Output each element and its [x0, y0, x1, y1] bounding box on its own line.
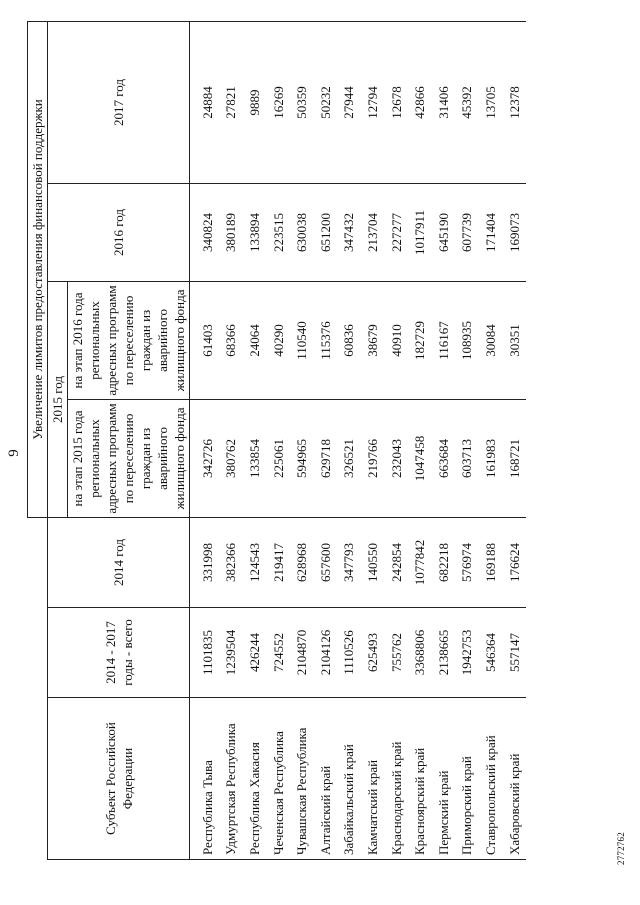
col-header-2014: 2014 год — [48, 517, 190, 607]
cell-y2017: 16269 — [267, 21, 291, 183]
cell-total: 546364 — [479, 608, 503, 698]
cell-y2016: 607739 — [456, 183, 480, 281]
cell-total: 2104870 — [290, 608, 314, 698]
cell-y2016: 645190 — [432, 183, 456, 281]
cell-y2017: 12794 — [361, 21, 385, 183]
table-row — [243, 21, 267, 859]
header-row-main — [48, 21, 68, 859]
page-number: 9 — [6, 449, 22, 457]
cell-subject: Камчатский край — [361, 698, 385, 860]
cell-s2015: 594965 — [290, 399, 314, 517]
cell-y2016: 213704 — [361, 183, 385, 281]
cell-s2015: 603713 — [456, 399, 480, 517]
cell-s2015: 663684 — [432, 399, 456, 517]
cell-y2016: 347432 — [338, 183, 362, 281]
table-row — [432, 21, 456, 859]
cell-s2015: 380762 — [220, 399, 244, 517]
cell-s2016: 182729 — [408, 281, 432, 399]
cell-s2016: 30351 — [503, 281, 527, 399]
table-row — [220, 21, 244, 859]
cell-s2015: 161983 — [479, 399, 503, 517]
cell-y2014: 628968 — [290, 517, 314, 607]
cell-s2016: 40290 — [267, 281, 291, 399]
col-header-2015: 2015 год — [48, 281, 68, 517]
cell-y2016: 171404 — [479, 183, 503, 281]
cell-s2016: 116167 — [432, 281, 456, 399]
cell-y2016: 340824 — [190, 183, 220, 281]
cell-total: 1110526 — [338, 608, 362, 698]
cell-total: 1942753 — [456, 608, 480, 698]
cell-y2017: 12678 — [385, 21, 409, 183]
cell-s2015: 342726 — [190, 399, 220, 517]
cell-s2015: 168721 — [503, 399, 527, 517]
cell-y2016: 133894 — [243, 183, 267, 281]
col-header-2015-stage-2016: на этап 2016 года региональных адресных программ по переселению граждан из аварийного жилищного фонда — [68, 281, 190, 399]
cell-y2014: 140550 — [361, 517, 385, 607]
cell-s2016: 24064 — [243, 281, 267, 399]
cell-subject: Чеченская Республика — [267, 698, 291, 860]
cell-s2016: 108935 — [456, 281, 480, 399]
cell-s2016: 38679 — [361, 281, 385, 399]
cell-y2017: 9889 — [243, 21, 267, 183]
cell-y2016: 651200 — [314, 183, 338, 281]
cell-s2015: 1047458 — [408, 399, 432, 517]
cell-s2016: 61403 — [190, 281, 220, 399]
cell-y2016: 380189 — [220, 183, 244, 281]
cell-y2014: 331998 — [190, 517, 220, 607]
cell-y2017: 50232 — [314, 21, 338, 183]
cell-y2016: 223515 — [267, 183, 291, 281]
table-row — [267, 21, 291, 859]
cell-subject: Приморский край — [456, 698, 480, 860]
cell-total: 755762 — [385, 608, 409, 698]
cell-y2014: 169188 — [479, 517, 503, 607]
cell-subject: Красноярский край — [408, 698, 432, 860]
col-header-2017: 2017 год — [48, 21, 190, 183]
cell-total: 426244 — [243, 608, 267, 698]
cell-y2014: 682218 — [432, 517, 456, 607]
cell-s2015: 225061 — [267, 399, 291, 517]
cell-subject: Ставропольский край — [479, 698, 503, 860]
col-header-2016: 2016 год — [48, 183, 190, 281]
cell-s2015: 326521 — [338, 399, 362, 517]
cell-y2014: 657600 — [314, 517, 338, 607]
cell-subject: Хабаровский край — [503, 698, 527, 860]
cell-s2015: 133854 — [243, 399, 267, 517]
cell-total: 2138665 — [432, 608, 456, 698]
cell-y2014: 124543 — [243, 517, 267, 607]
cell-y2017: 31406 — [432, 21, 456, 183]
header-blank-cell — [28, 517, 48, 859]
cell-y2016: 1017911 — [408, 183, 432, 281]
table-row — [385, 21, 409, 859]
table-row — [338, 21, 362, 859]
header-row-group — [28, 21, 48, 859]
document-code: 2772762 — [616, 832, 626, 865]
cell-subject: Чувашская Республика — [290, 698, 314, 860]
col-header-2015-stage-2015: на этап 2015 года региональных адресных программ по переселению граждан из аварийного жилищного фонда — [68, 399, 190, 517]
cell-y2014: 176624 — [503, 517, 527, 607]
col-header-total: 2014 - 2017 годы - всего — [48, 608, 190, 698]
cell-y2017: 24884 — [190, 21, 220, 183]
cell-y2017: 50359 — [290, 21, 314, 183]
cell-subject: Пермский край — [432, 698, 456, 860]
financial-support-limits-table — [27, 21, 526, 860]
table-row — [290, 21, 314, 859]
table-row — [190, 21, 220, 859]
cell-y2014: 576974 — [456, 517, 480, 607]
col-header-subject: Субъект Российской Федерации — [48, 698, 190, 860]
cell-y2014: 382366 — [220, 517, 244, 607]
cell-subject: Республика Хакасия — [243, 698, 267, 860]
cell-s2016: 40910 — [385, 281, 409, 399]
cell-total: 724552 — [267, 608, 291, 698]
cell-total: 625493 — [361, 608, 385, 698]
table-body — [190, 21, 527, 859]
cell-s2016: 115376 — [314, 281, 338, 399]
cell-y2017: 42866 — [408, 21, 432, 183]
table-row — [361, 21, 385, 859]
cell-subject: Удмуртская Республика — [220, 698, 244, 860]
cell-y2017: 13705 — [479, 21, 503, 183]
cell-y2014: 219417 — [267, 517, 291, 607]
cell-subject: Забайкальский край — [338, 698, 362, 860]
group-header: Увеличение лимитов предоставления финансовой поддержки — [28, 21, 48, 517]
table-row — [479, 21, 503, 859]
cell-y2016: 630038 — [290, 183, 314, 281]
table-row — [456, 21, 480, 859]
cell-y2016: 227277 — [385, 183, 409, 281]
cell-subject: Краснодарский край — [385, 698, 409, 860]
cell-s2016: 30084 — [479, 281, 503, 399]
cell-s2016: 60836 — [338, 281, 362, 399]
table-row — [503, 21, 527, 859]
cell-y2017: 45392 — [456, 21, 480, 183]
cell-y2014: 242854 — [385, 517, 409, 607]
cell-total: 1101835 — [190, 608, 220, 698]
table-row — [314, 21, 338, 859]
table-row — [408, 21, 432, 859]
cell-total: 2104126 — [314, 608, 338, 698]
cell-y2014: 347793 — [338, 517, 362, 607]
cell-y2017: 12378 — [503, 21, 527, 183]
cell-y2014: 1077842 — [408, 517, 432, 607]
cell-total: 3368806 — [408, 608, 432, 698]
cell-s2015: 219766 — [361, 399, 385, 517]
cell-total: 557147 — [503, 608, 527, 698]
cell-subject: Республика Тыва — [190, 698, 220, 860]
cell-y2016: 169073 — [503, 183, 527, 281]
cell-s2015: 629718 — [314, 399, 338, 517]
cell-y2017: 27821 — [220, 21, 244, 183]
cell-s2016: 110540 — [290, 281, 314, 399]
cell-total: 1239504 — [220, 608, 244, 698]
cell-s2016: 68366 — [220, 281, 244, 399]
cell-y2017: 27944 — [338, 21, 362, 183]
cell-s2015: 232043 — [385, 399, 409, 517]
cell-subject: Алтайский край — [314, 698, 338, 860]
